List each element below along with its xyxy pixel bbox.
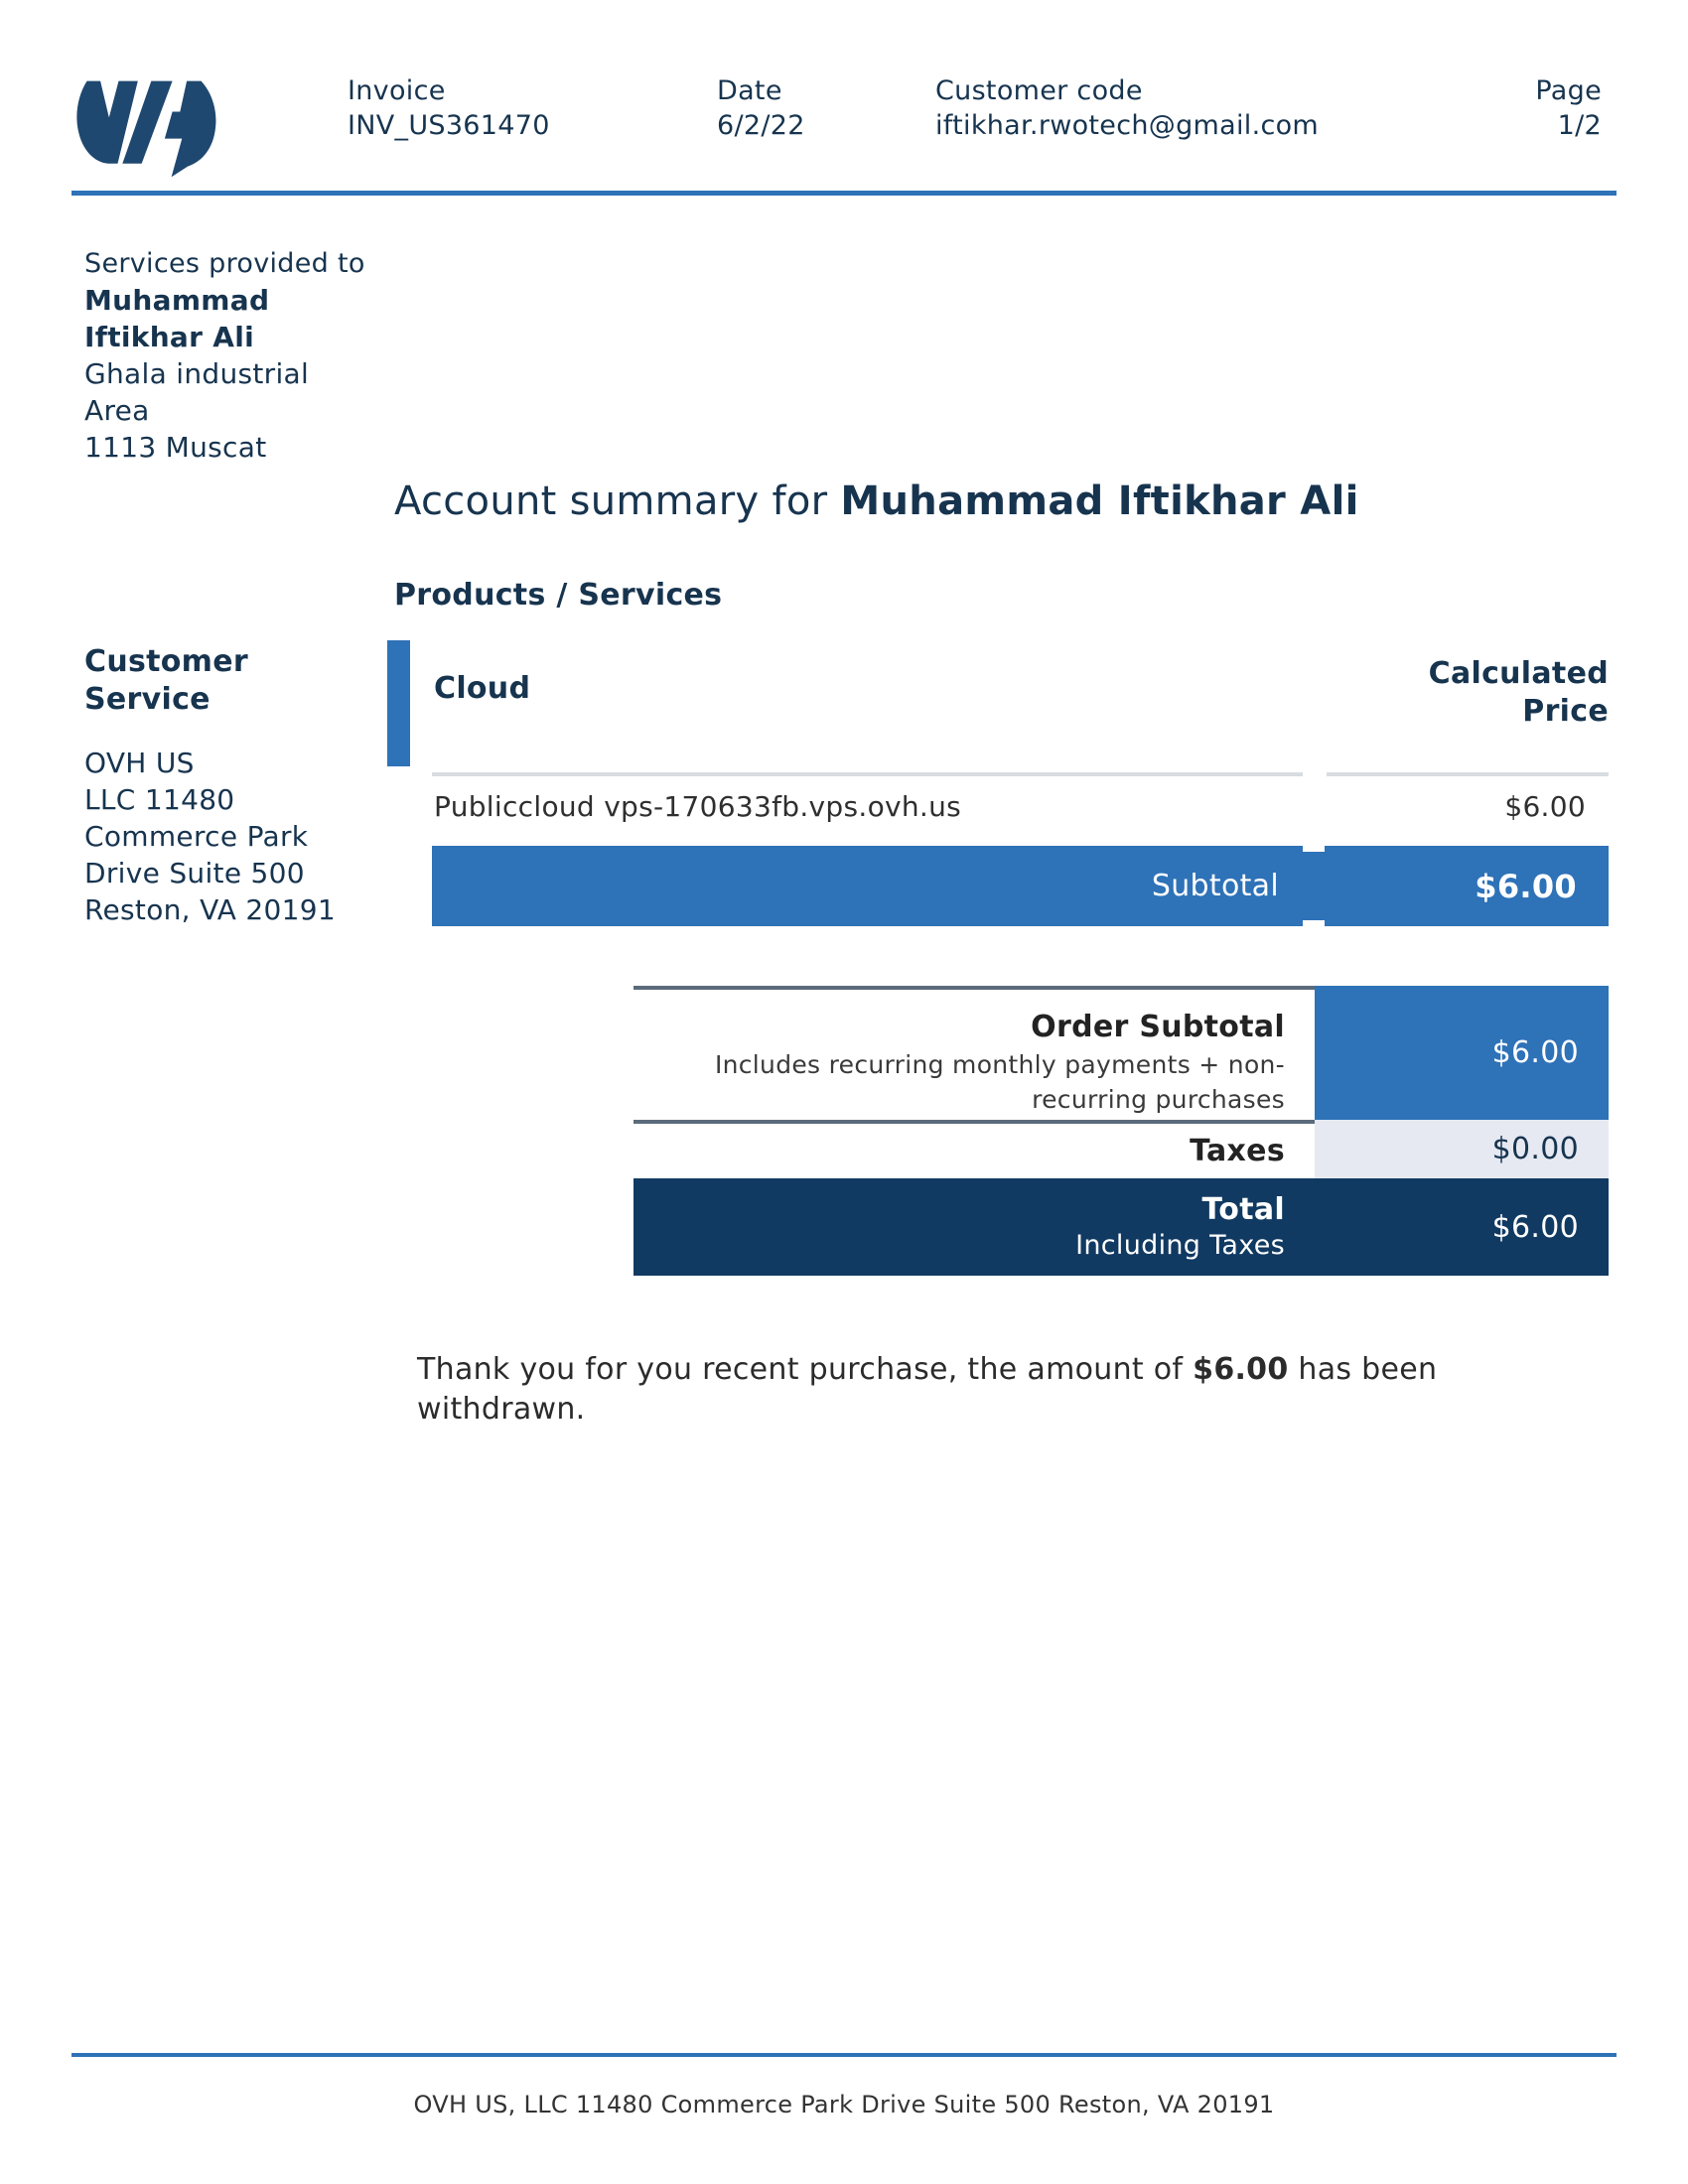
order-subtotal-label: Order Subtotal (1031, 1010, 1285, 1044)
recipient-name-line: Muhammad (84, 284, 270, 317)
subtotal-bar-notch (1303, 846, 1325, 852)
total-label: Total (1201, 1192, 1285, 1227)
table-header-calculated-price: Calculated Price (1428, 656, 1609, 729)
date-value: 6/2/22 (717, 110, 805, 141)
recipient-name-line: Iftikhar Ali (84, 321, 255, 353)
customer-service-block (84, 643, 336, 928)
footer-address: OVH US, LLC 11480 Commerce Park Drive Suite 500 Reston, VA 20191 (413, 2091, 1275, 2118)
page-label: Page (1535, 75, 1602, 106)
header-field-customer-code (935, 73, 1319, 143)
customer-service-address-line: Reston, VA 20191 (84, 893, 336, 926)
recipient-address-line: Area (84, 394, 150, 427)
order-summary (633, 986, 1609, 1276)
page-title-prefix: Account summary for (394, 478, 841, 524)
page-title-name: Muhammad Iftikhar Ali (840, 478, 1359, 524)
total-note: Including Taxes (1075, 1230, 1285, 1261)
subtotal-bar (432, 846, 1609, 926)
thank-you-amount: $6.00 (1193, 1352, 1289, 1387)
customer-service-heading (84, 643, 336, 719)
recipient-address-line: 1113 Muscat (84, 431, 267, 464)
recipient-intro: Services provided to (84, 248, 365, 279)
header-field-page (1535, 73, 1602, 143)
ovh-logo-icon (74, 71, 218, 183)
footer-divider (71, 2053, 1617, 2057)
customer-service-heading-line: Service (84, 682, 211, 717)
page-title (394, 478, 1359, 524)
customer-service-address-line: Drive Suite 500 (84, 857, 305, 889)
invoice-number: INV_US361470 (348, 110, 550, 141)
table-accent-bar (387, 640, 410, 766)
taxes-value: $0.00 (1315, 1120, 1609, 1178)
order-subtotal-value: $6.00 (1315, 986, 1609, 1120)
page-number: 1/2 (1557, 110, 1602, 141)
date-label: Date (717, 75, 782, 106)
customer-service-address-line: LLC 11480 (84, 783, 235, 816)
taxes-row (633, 1120, 1609, 1178)
recipient-block (84, 245, 365, 466)
subtotal-value: $6.00 (1475, 867, 1577, 905)
customer-service-address-line: Commerce Park (84, 820, 309, 853)
table-row-description: Publiccloud vps-170633fb.vps.ovh.us (434, 790, 962, 823)
thank-you-text-before: Thank you for you recent purchase, the amount of (417, 1352, 1194, 1387)
subtotal-bar-notch (1303, 920, 1325, 926)
table-header-rule-right (1327, 772, 1609, 776)
thank-you-message (417, 1350, 1529, 1430)
header-field-date (717, 73, 805, 143)
table-header-rule-left (432, 772, 1303, 776)
taxes-label: Taxes (633, 1120, 1315, 1178)
subtotal-label: Subtotal (1151, 869, 1279, 903)
total-label-cell (633, 1178, 1315, 1276)
total-value: $6.00 (1491, 1209, 1579, 1245)
table-row-price: $6.00 (1504, 790, 1586, 823)
customer-code-value: iftikhar.rwotech@gmail.com (935, 110, 1320, 141)
invoice-label: Invoice (348, 75, 446, 106)
order-subtotal-note: Includes recurring monthly payments + non-recurring purchases (714, 1050, 1285, 1114)
customer-service-address-line: OVH US (84, 747, 195, 779)
header-field-invoice (348, 73, 550, 143)
order-subtotal-label-cell (633, 986, 1315, 1120)
customer-service-heading-line: Customer (84, 644, 248, 679)
table-header-cloud: Cloud (434, 671, 531, 706)
products-services-heading: Products / Services (394, 578, 723, 613)
customer-code-label: Customer code (935, 75, 1143, 106)
order-subtotal-row (633, 986, 1609, 1120)
customer-service-address (84, 745, 336, 928)
thank-you-text-after: has been withdrawn. (417, 1352, 1438, 1427)
header-divider (71, 191, 1617, 196)
total-row (633, 1178, 1609, 1276)
recipient-address-line: Ghala industrial (84, 357, 310, 390)
